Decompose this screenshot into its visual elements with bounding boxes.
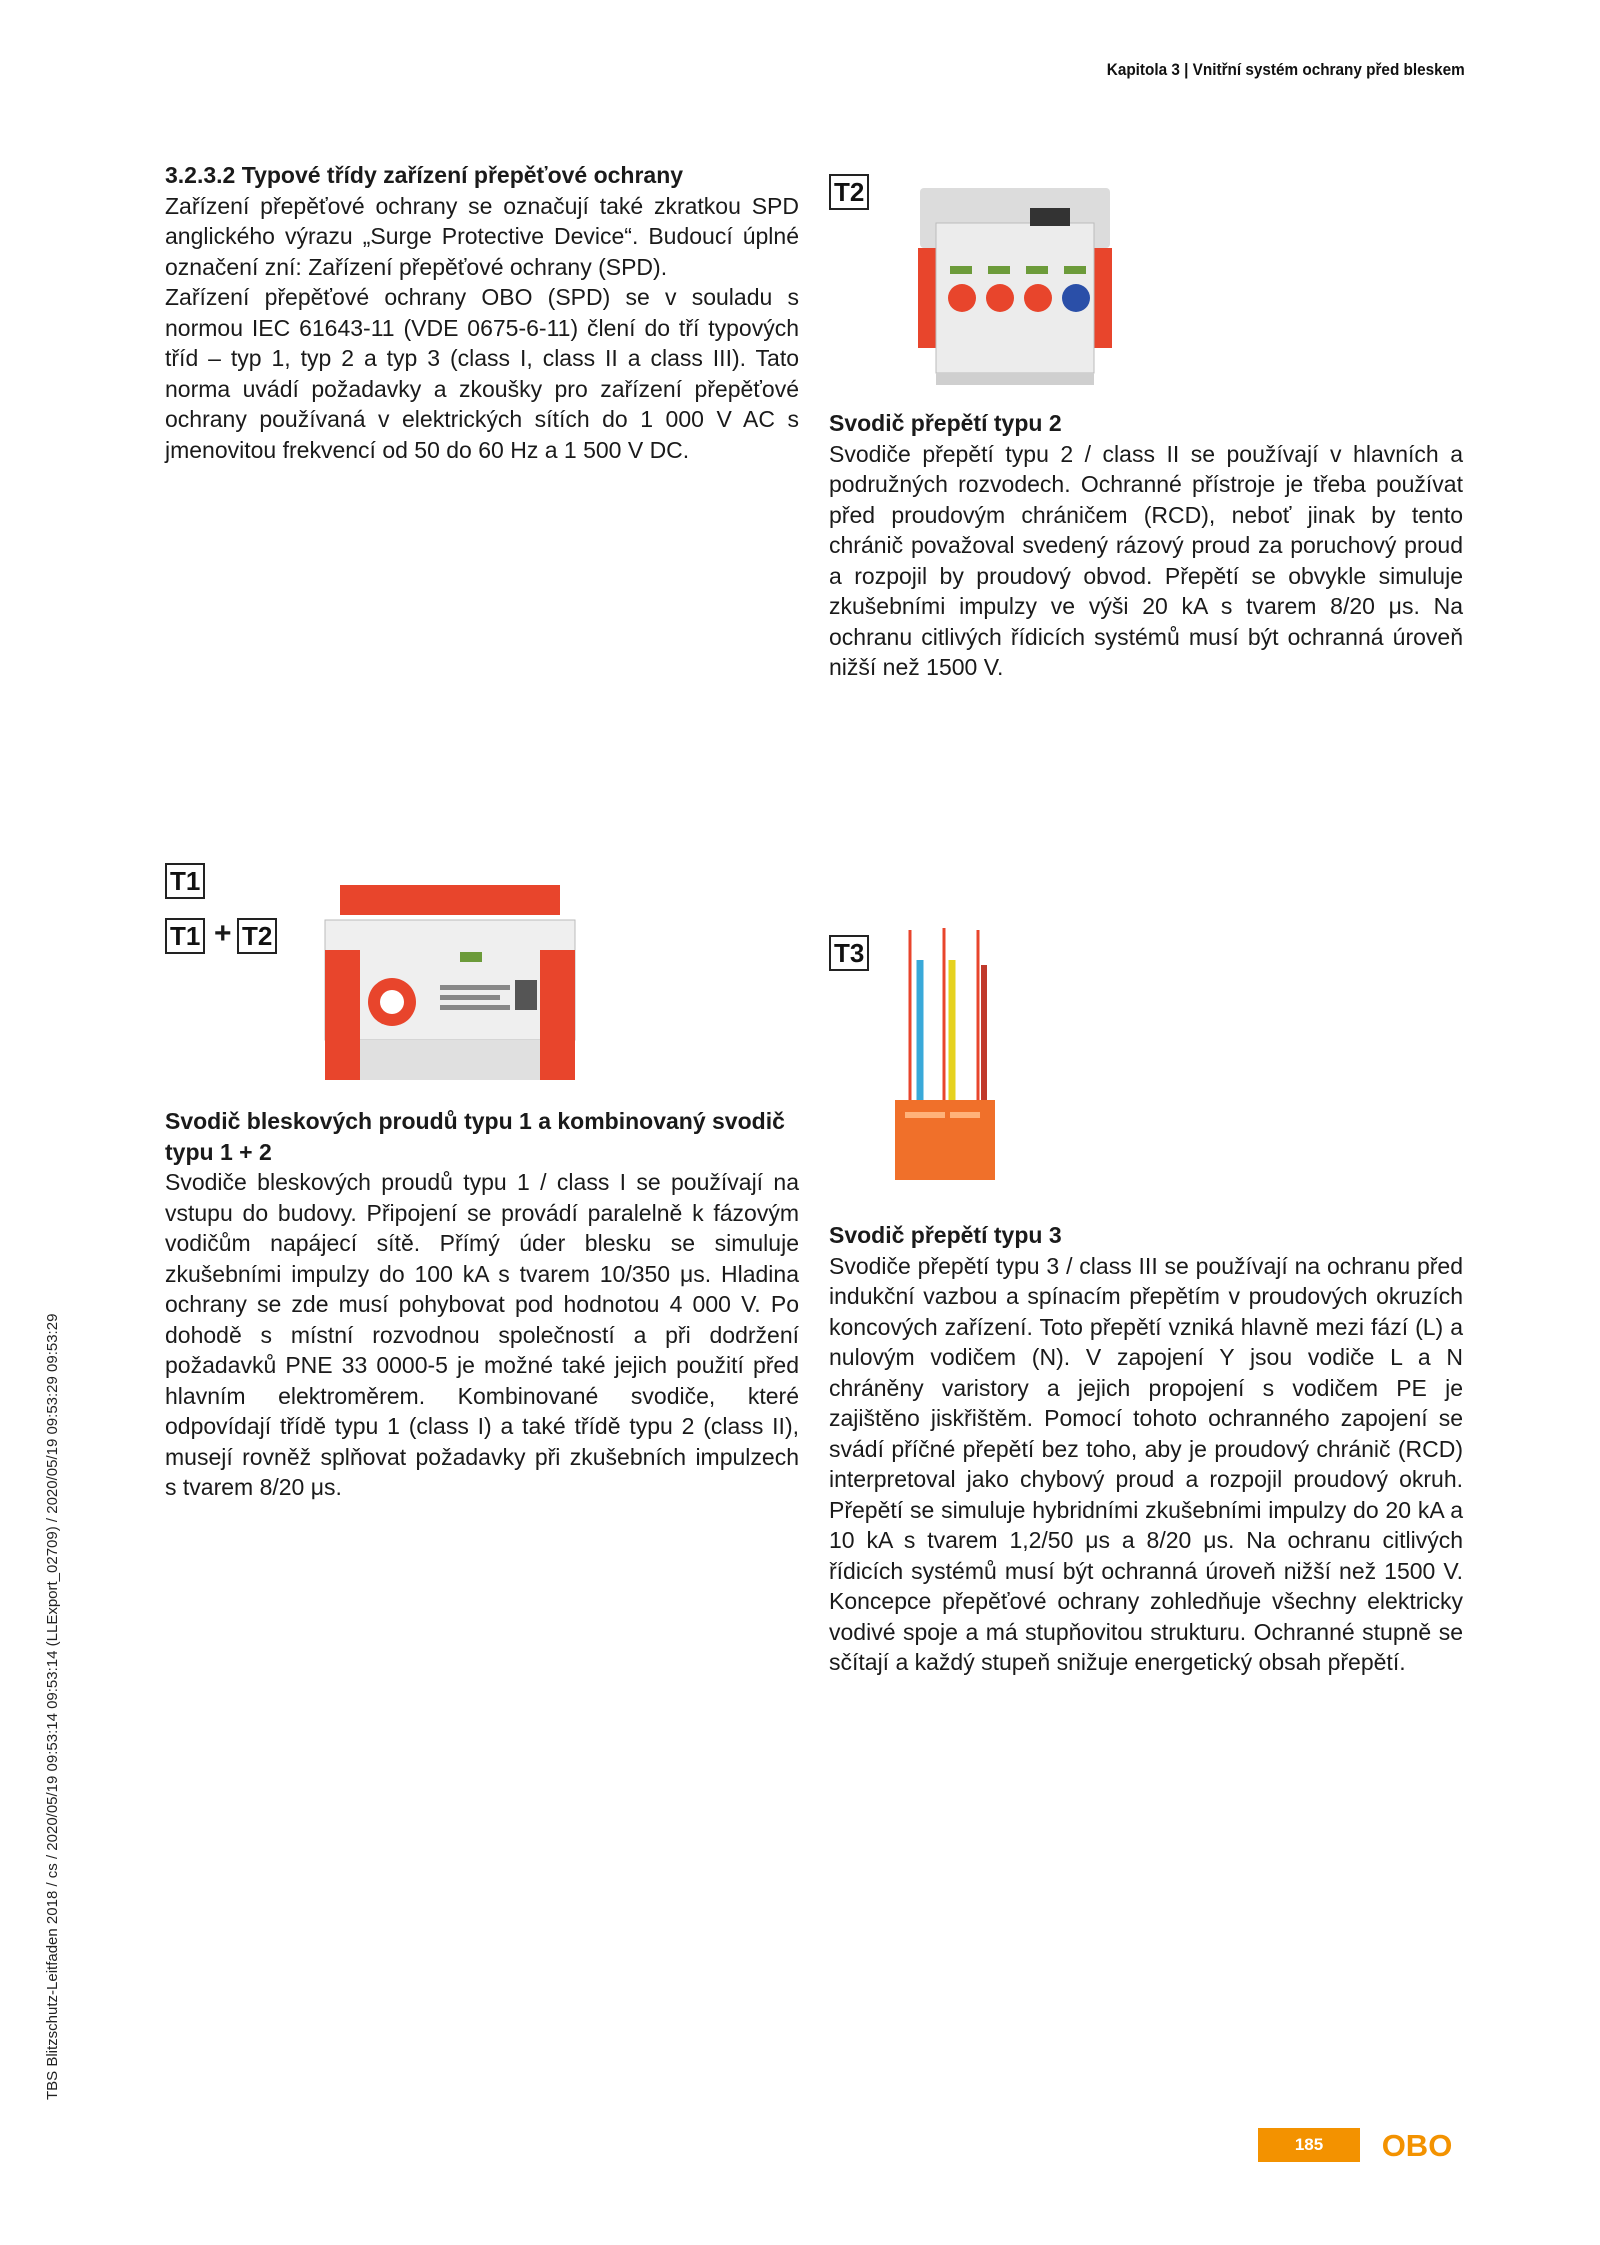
type3-text: Svodiče přepětí typu 3 / class III se používají na ochranu před indukční vazbou a spínacím přepětím v proudových okruzích koncových zařízení. Toto přepětí vzniká hlavně mezi fází (L) a nulovým vodičem (N). V zapojení Y jsou vodiče L a N chráněny varistory a jejich propojení s vodičem PE je zajištěno jiskřištěm. Pomocí tohoto ochranného zapojení se svádí příčné přepětí bez toho, aby je proudový chránič (RCD) interpretoval jako chybový proud a rozpojil proudový okruh. Přepětí se simuluje hybridními zkušebními impulzy do 20 kA a 10 kA s tvarem 1,2/50 μs a 8/20 μs. Na ochranu citlivých řídicích systémů musí být ochranná úroveň nižší než 1500 V. Koncepce přepěťové ochrany zohledňuje všechny elektricky vodivé spoje a má stupňovitou strukturu. Ochranné stupně se sčítají a každý stupeň snižuje energetický obsah přepětí. (829, 1252, 1463, 1675)
type1-section (165, 1106, 799, 1503)
section-heading: 3.2.3.2 Typové třídy zařízení přepěťové ochrany (165, 162, 684, 188)
t1-combo-badge-b: T2 (237, 918, 277, 954)
type1-heading: Svodič bleskových proudů typu 1 a kombinovaný svodič typu 1 + 2 (165, 1108, 785, 1165)
type2-text: Svodiče přepětí typu 2 / class II se používají v hlavních a podružných rozvodech. Ochranné přístroje je třeba používat před proudovým chráničem (RCD), neboť jinak by tento chránič považoval svedený rázový proud za poruchový proud a rozpojil by proudový obvod. Přepětí se obvykle simuluje zkušebními impulzy ve výši 20 kA s tvarem 8/20 μs. Na ochranu citlivých řídicích systémů musí být ochranná úroveň nižší než 1500 V. (829, 440, 1463, 680)
plus-sign: + (214, 917, 232, 950)
type1-spd-image (320, 880, 580, 1090)
page-header: Kapitola 3 | Vnitřní systém ochrany před bleskem (1106, 60, 1465, 79)
type1-text: Svodiče bleskových proudů typu 1 / class I se používají na vstupu do budovy. Připojení se provádí paralelně k fázovým vodičům napájecí sítě. Přímý úder blesku se simuluje zkušebními impulzy do 100 kA s tvarem 10/350 μs. Hladina ochrany se zde musí pohybovat pod hodnotou 4 000 V. Po dohodě s místní rozvodnou společností a při dodržení požadavků PNE 33 0000-5 je možné také jejich použití před hlavním elektroměrem. Kombinované svodiče, které odpovídají třídě typu 1 (class I) a také třídě typu 2 (class II), musejí rovněž splňovat požadavky při zkušebních impulzech s tvarem 8/20 μs. (165, 1169, 799, 1500)
intro-paragraph-2: Zařízení přepěťové ochrany OBO (SPD) se v souladu s normou IEC 61643-11 (VDE 0675-6-11) člení do tří typových tříd – typ 1, typ 2 a typ 3 (class I, class II a class III). Tato norma uvádí požadavky a zkoušky pro zařízení přepěťové ochrany používaná v elektrických sítích do 1 000 V AC s jmenovitou frekvencí od 50 do 60 Hz a 1 500 V DC. (165, 284, 799, 463)
intro-section (165, 160, 799, 465)
type3-section (829, 1220, 1463, 1678)
type3-heading: Svodič přepětí typu 3 (829, 1222, 1062, 1248)
type3-spd-image (890, 920, 1000, 1200)
obo-logo (1372, 2127, 1462, 2163)
page-number: 185 (1258, 2128, 1360, 2162)
t2-badge: T2 (829, 174, 869, 210)
t1-combo-badge-a: T1 (165, 918, 205, 954)
t3-badge: T3 (829, 935, 869, 971)
type2-heading: Svodič přepětí typu 2 (829, 410, 1062, 436)
obo-logo-text: OBO (1381, 2128, 1453, 2163)
sidebar-export-info: TBS Blitzschutz-Leitfaden 2018 / cs / 2020/05/19 09:53:14 09:53:14 (LLExport_02709) / 2020/05/19 09:53:29 09:53:29 (44, 1313, 61, 2100)
type2-section (829, 408, 1463, 683)
type2-spd-image (910, 178, 1120, 388)
intro-paragraph-1: Zařízení přepěťové ochrany se označují také zkratkou SPD anglického výrazu „Surge Protective Device“. Budoucí úplné označení zní: Zařízení přepěťové ochrany (SPD). (165, 192, 799, 280)
t1-badge: T1 (165, 863, 205, 899)
